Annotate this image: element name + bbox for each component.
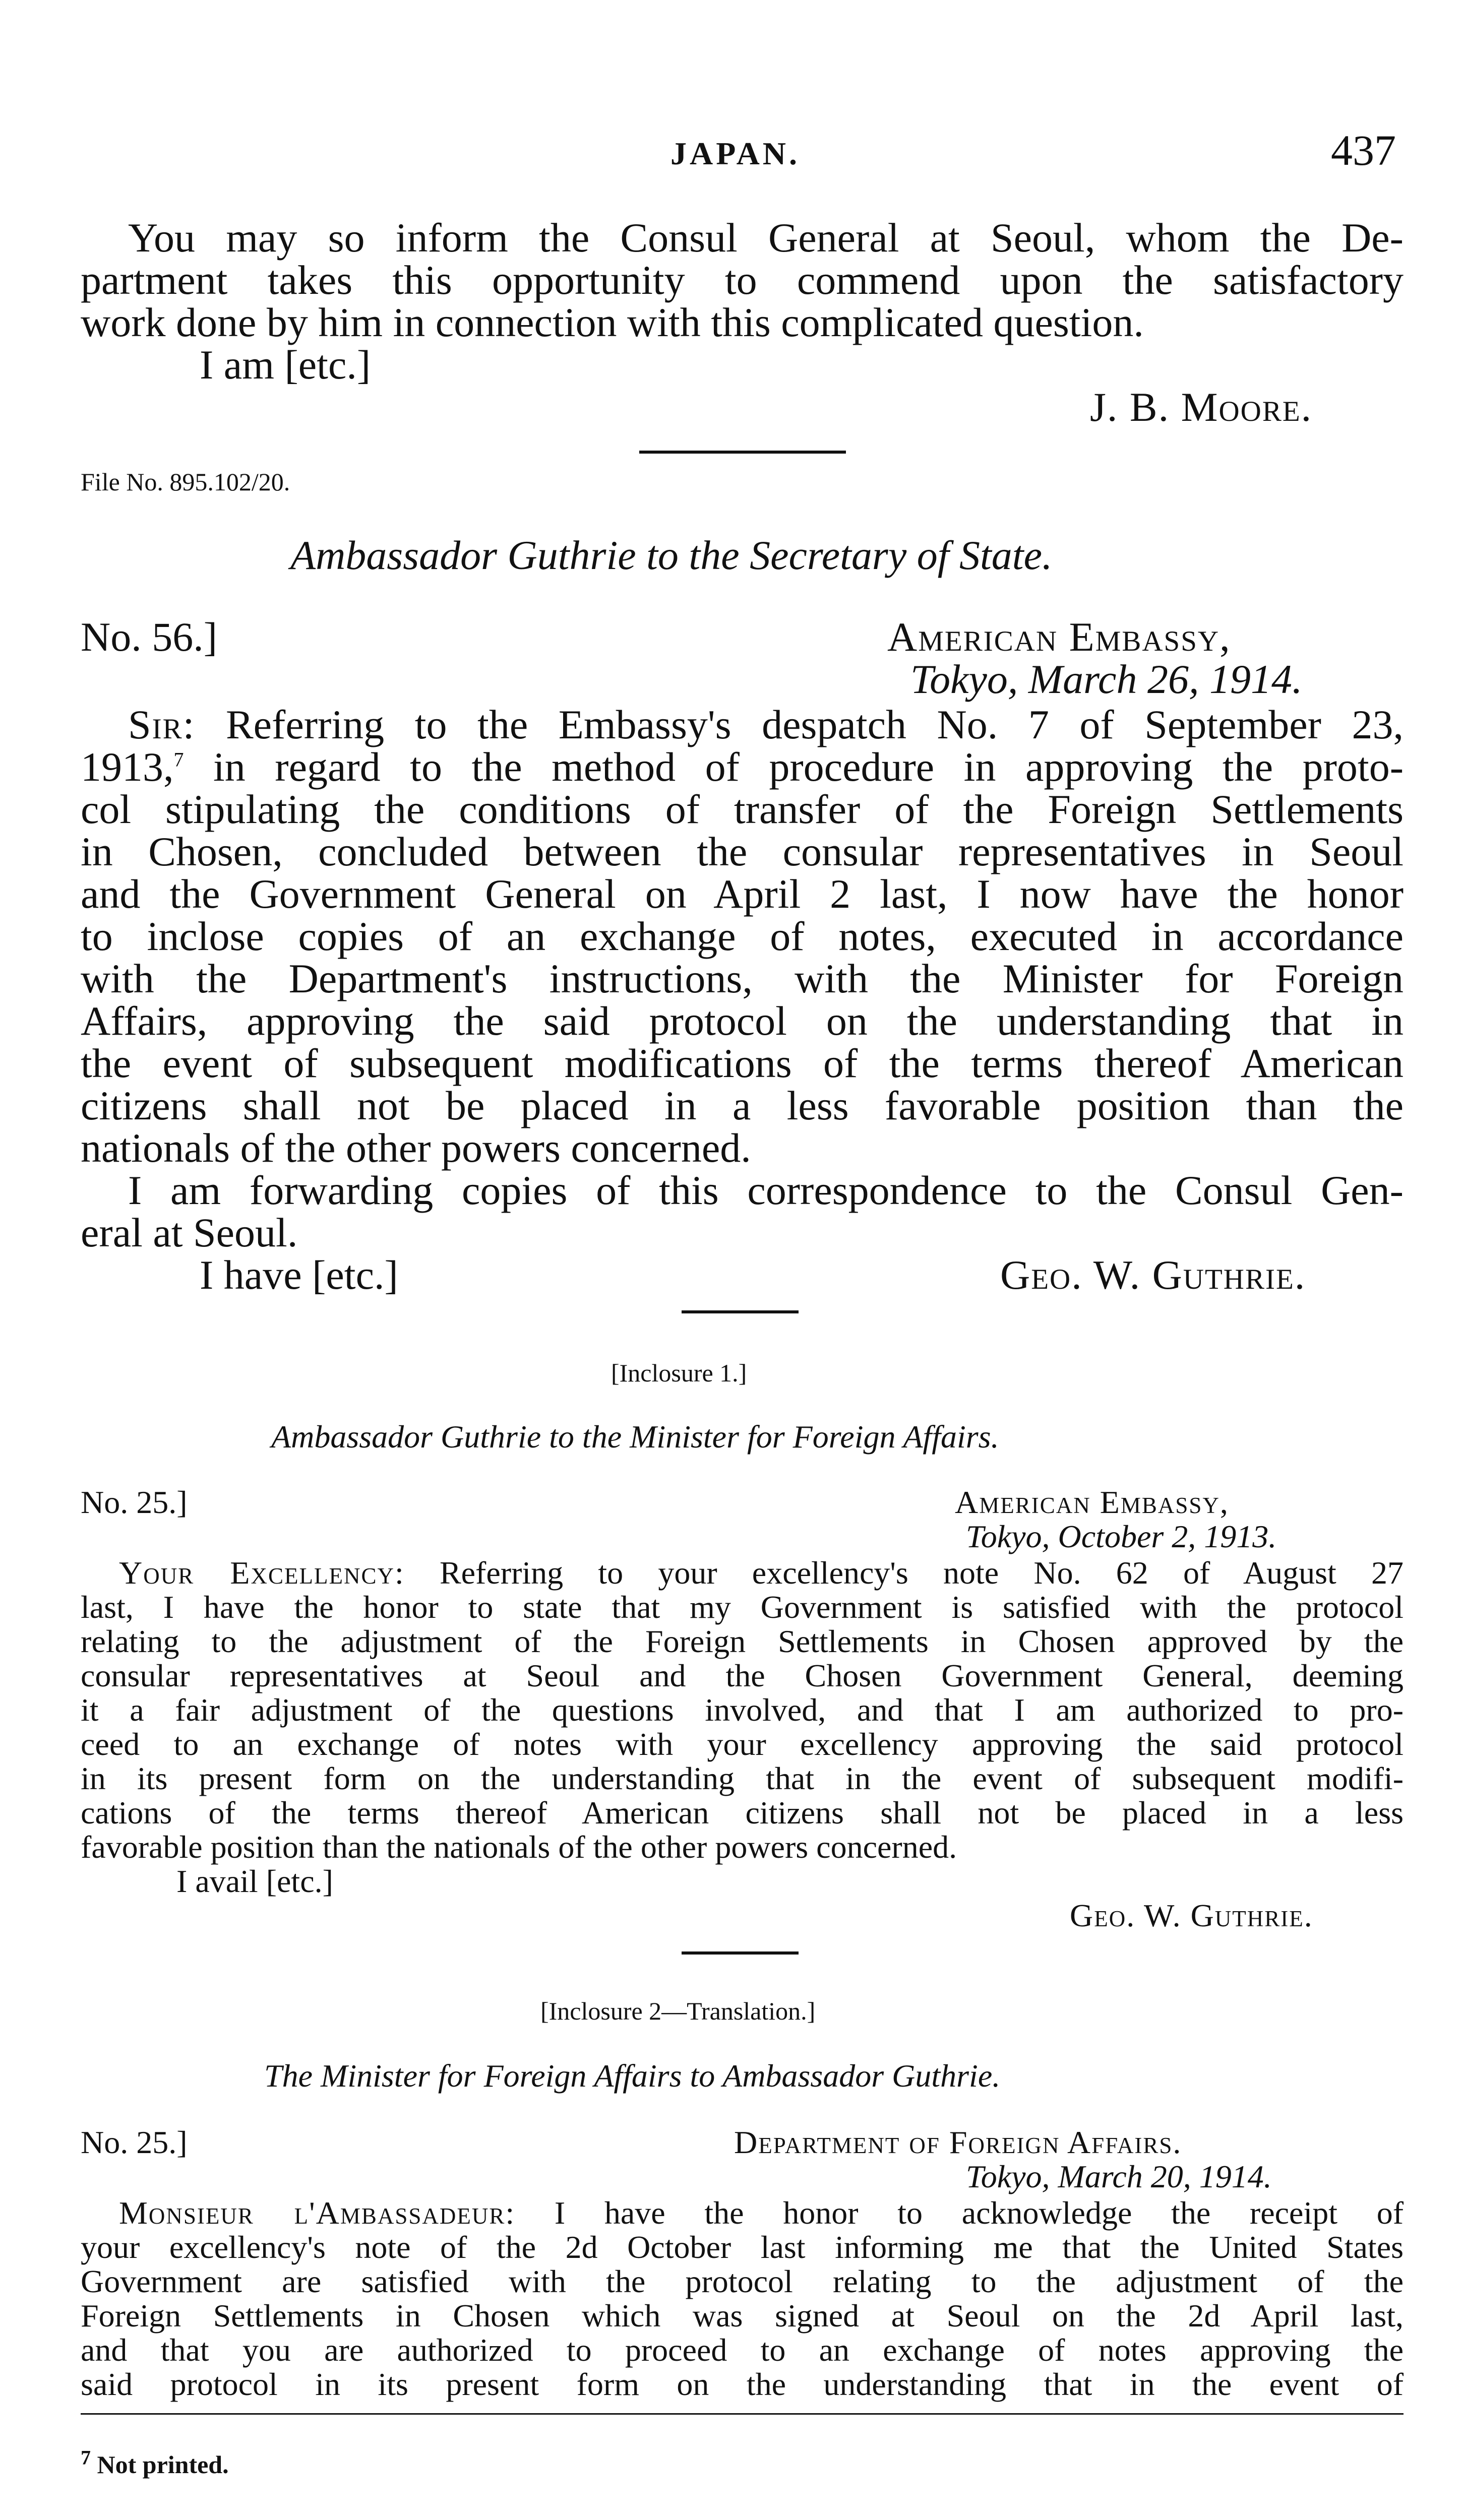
footnote-marker: 7 — [81, 2446, 91, 2469]
doc2-line-9: favorable position than the nationals of the other powers concerned. — [81, 1829, 957, 1865]
doc1-line-1: Referring to the Embassy's despatch No. 7 of September 23, — [225, 702, 1404, 747]
intro-line-1: You may so inform the Consul General at Seoul, whom the De- — [128, 215, 1404, 261]
doc1-first-line — [128, 704, 1404, 746]
doc2-inclosure: [Inclosure 1.] — [611, 1359, 747, 1387]
intro-closing: I am [etc.] — [200, 342, 371, 388]
doc2-line-2: last, I have the honor to state that my Government is satisfied with the protocol — [81, 1589, 1404, 1625]
doc3-line-2: your excellency's note of the 2d October last informing me that the United States — [81, 2229, 1404, 2265]
doc3-inclosure: [Inclosure 2—Translation.] — [540, 1997, 816, 2025]
doc1-line-2: in regard to the method of procedure in approving the proto- — [213, 744, 1404, 790]
footnote — [81, 2446, 229, 2479]
doc3-heading: The Minister for Foreign Affairs to Ambassador Guthrie. — [264, 2058, 1001, 2094]
doc2-number: No. 25.] — [81, 1484, 188, 1520]
doc3-line-6: said protocol in its present form on the understanding that in the event of — [81, 2366, 1404, 2402]
footnote-rule — [81, 2413, 1404, 2415]
intro-signature: J. B. Moore. — [1090, 384, 1313, 430]
doc2-closing: I avail [etc.] — [176, 1863, 333, 1899]
footnote-reference: 7 — [173, 748, 184, 771]
doc1-date: Tokyo, March 26, 1914. — [910, 656, 1303, 702]
doc1-line-9: the event of subsequent modifications of the terms thereof American — [81, 1040, 1404, 1086]
doc3-date: Tokyo, March 20, 1914. — [966, 2159, 1272, 2194]
intro-line-2: partment takes this opportunity to commend upon the satisfactory — [81, 257, 1404, 303]
doc1-line-7: with the Department's instructions, with the Minister for Foreign — [81, 956, 1404, 1001]
doc1-salutation: Sir: — [128, 702, 196, 747]
doc1-second-line — [81, 746, 1404, 788]
doc1-closing: I have [etc.] — [200, 1252, 398, 1298]
doc1-line-8: Affairs, approving the said protocol on the understanding that in — [81, 998, 1404, 1044]
doc3-line-3: Government are satisfied with the protocol relating to the adjustment of the — [81, 2263, 1404, 2299]
doc1-line-10: citizens shall not be placed in a less favorable position than the — [81, 1083, 1404, 1128]
doc1-line-11: nationals of the other powers concerned. — [81, 1125, 751, 1171]
doc2-line-7: in its present form on the understanding that in the event of subsequent modifi- — [81, 1760, 1404, 1796]
doc1-signature: Geo. W. Guthrie. — [1000, 1252, 1306, 1298]
doc2-line-6: ceed to an exchange of notes with your excellency approving the said protocol — [81, 1726, 1404, 1762]
doc1-place: American Embassy, — [887, 614, 1231, 660]
doc1-number: No. 56.] — [81, 614, 218, 660]
footnote-text: Not printed. — [97, 2450, 229, 2479]
doc2-heading: Ambassador Guthrie to the Minister for Foreign Affairs. — [271, 1419, 999, 1455]
doc3-line-4: Foreign Settlements in Chosen which was signed at Seoul on the 2d April last, — [81, 2298, 1404, 2334]
doc1-heading: Ambassador Guthrie to the Secretary of State. — [290, 532, 1053, 578]
doc2-line-4: consular representatives at Seoul and the Chosen Government General, deeming — [81, 1658, 1404, 1693]
file-number: File No. 895.102/20. — [81, 468, 290, 496]
doc2-place: American Embassy, — [955, 1484, 1229, 1520]
doc3-number: No. 25.] — [81, 2124, 188, 2160]
running-title: JAPAN. — [670, 136, 800, 171]
doc3-place: Department of Foreign Affairs. — [734, 2124, 1182, 2160]
page-number: 437 — [1331, 126, 1396, 174]
divider-rule — [639, 451, 846, 454]
doc2-line-3: relating to the adjustment of the Foreign Settlements in Chosen approved by the — [81, 1623, 1404, 1659]
doc1-line-3: col stipulating the conditions of transfer of the Foreign Settlements — [81, 786, 1404, 832]
doc2-salutation: Your Excellency: — [119, 1555, 405, 1591]
doc3-line-5: and that you are authorized to proceed to an exchange of notes approving the — [81, 2332, 1404, 2368]
doc1-line-5: and the Government General on April 2 last, I now have the honor — [81, 871, 1404, 917]
doc2-line-5: it a fair adjustment of the questions involved, and that I am authorized to pro- — [81, 1692, 1404, 1728]
doc3-salutation: Monsieur l'Ambassadeur: — [119, 2195, 516, 2231]
doc2-line-1: Referring to your excellency's note No. 62 of August 27 — [439, 1555, 1404, 1591]
doc1-year-ref: 1913, — [81, 744, 174, 790]
doc2-line-8: cations of the terms thereof American citizens shall not be placed in a less — [81, 1795, 1404, 1831]
intro-line-3: work done by him in connection with this complicated question. — [81, 299, 1144, 345]
doc3-line-1: I have the honor to acknowledge the receipt of — [554, 2195, 1404, 2231]
doc2-date: Tokyo, October 2, 1913. — [966, 1519, 1277, 1554]
doc3-first-line — [119, 2196, 1404, 2230]
doc1-para2-line-1: I am forwarding copies of this correspondence to the Consul Gen- — [128, 1167, 1404, 1213]
doc1-para2-line-2: eral at Seoul. — [81, 1210, 298, 1255]
doc2-first-line — [119, 1556, 1404, 1590]
doc1-line-4: in Chosen, concluded between the consular representatives in Seoul — [81, 829, 1404, 874]
divider-rule — [682, 1951, 799, 1955]
doc1-line-6: to inclose copies of an exchange of notes, executed in accordance — [81, 913, 1404, 959]
divider-rule — [682, 1310, 799, 1313]
doc2-signature: Geo. W. Guthrie. — [1070, 1898, 1313, 1933]
